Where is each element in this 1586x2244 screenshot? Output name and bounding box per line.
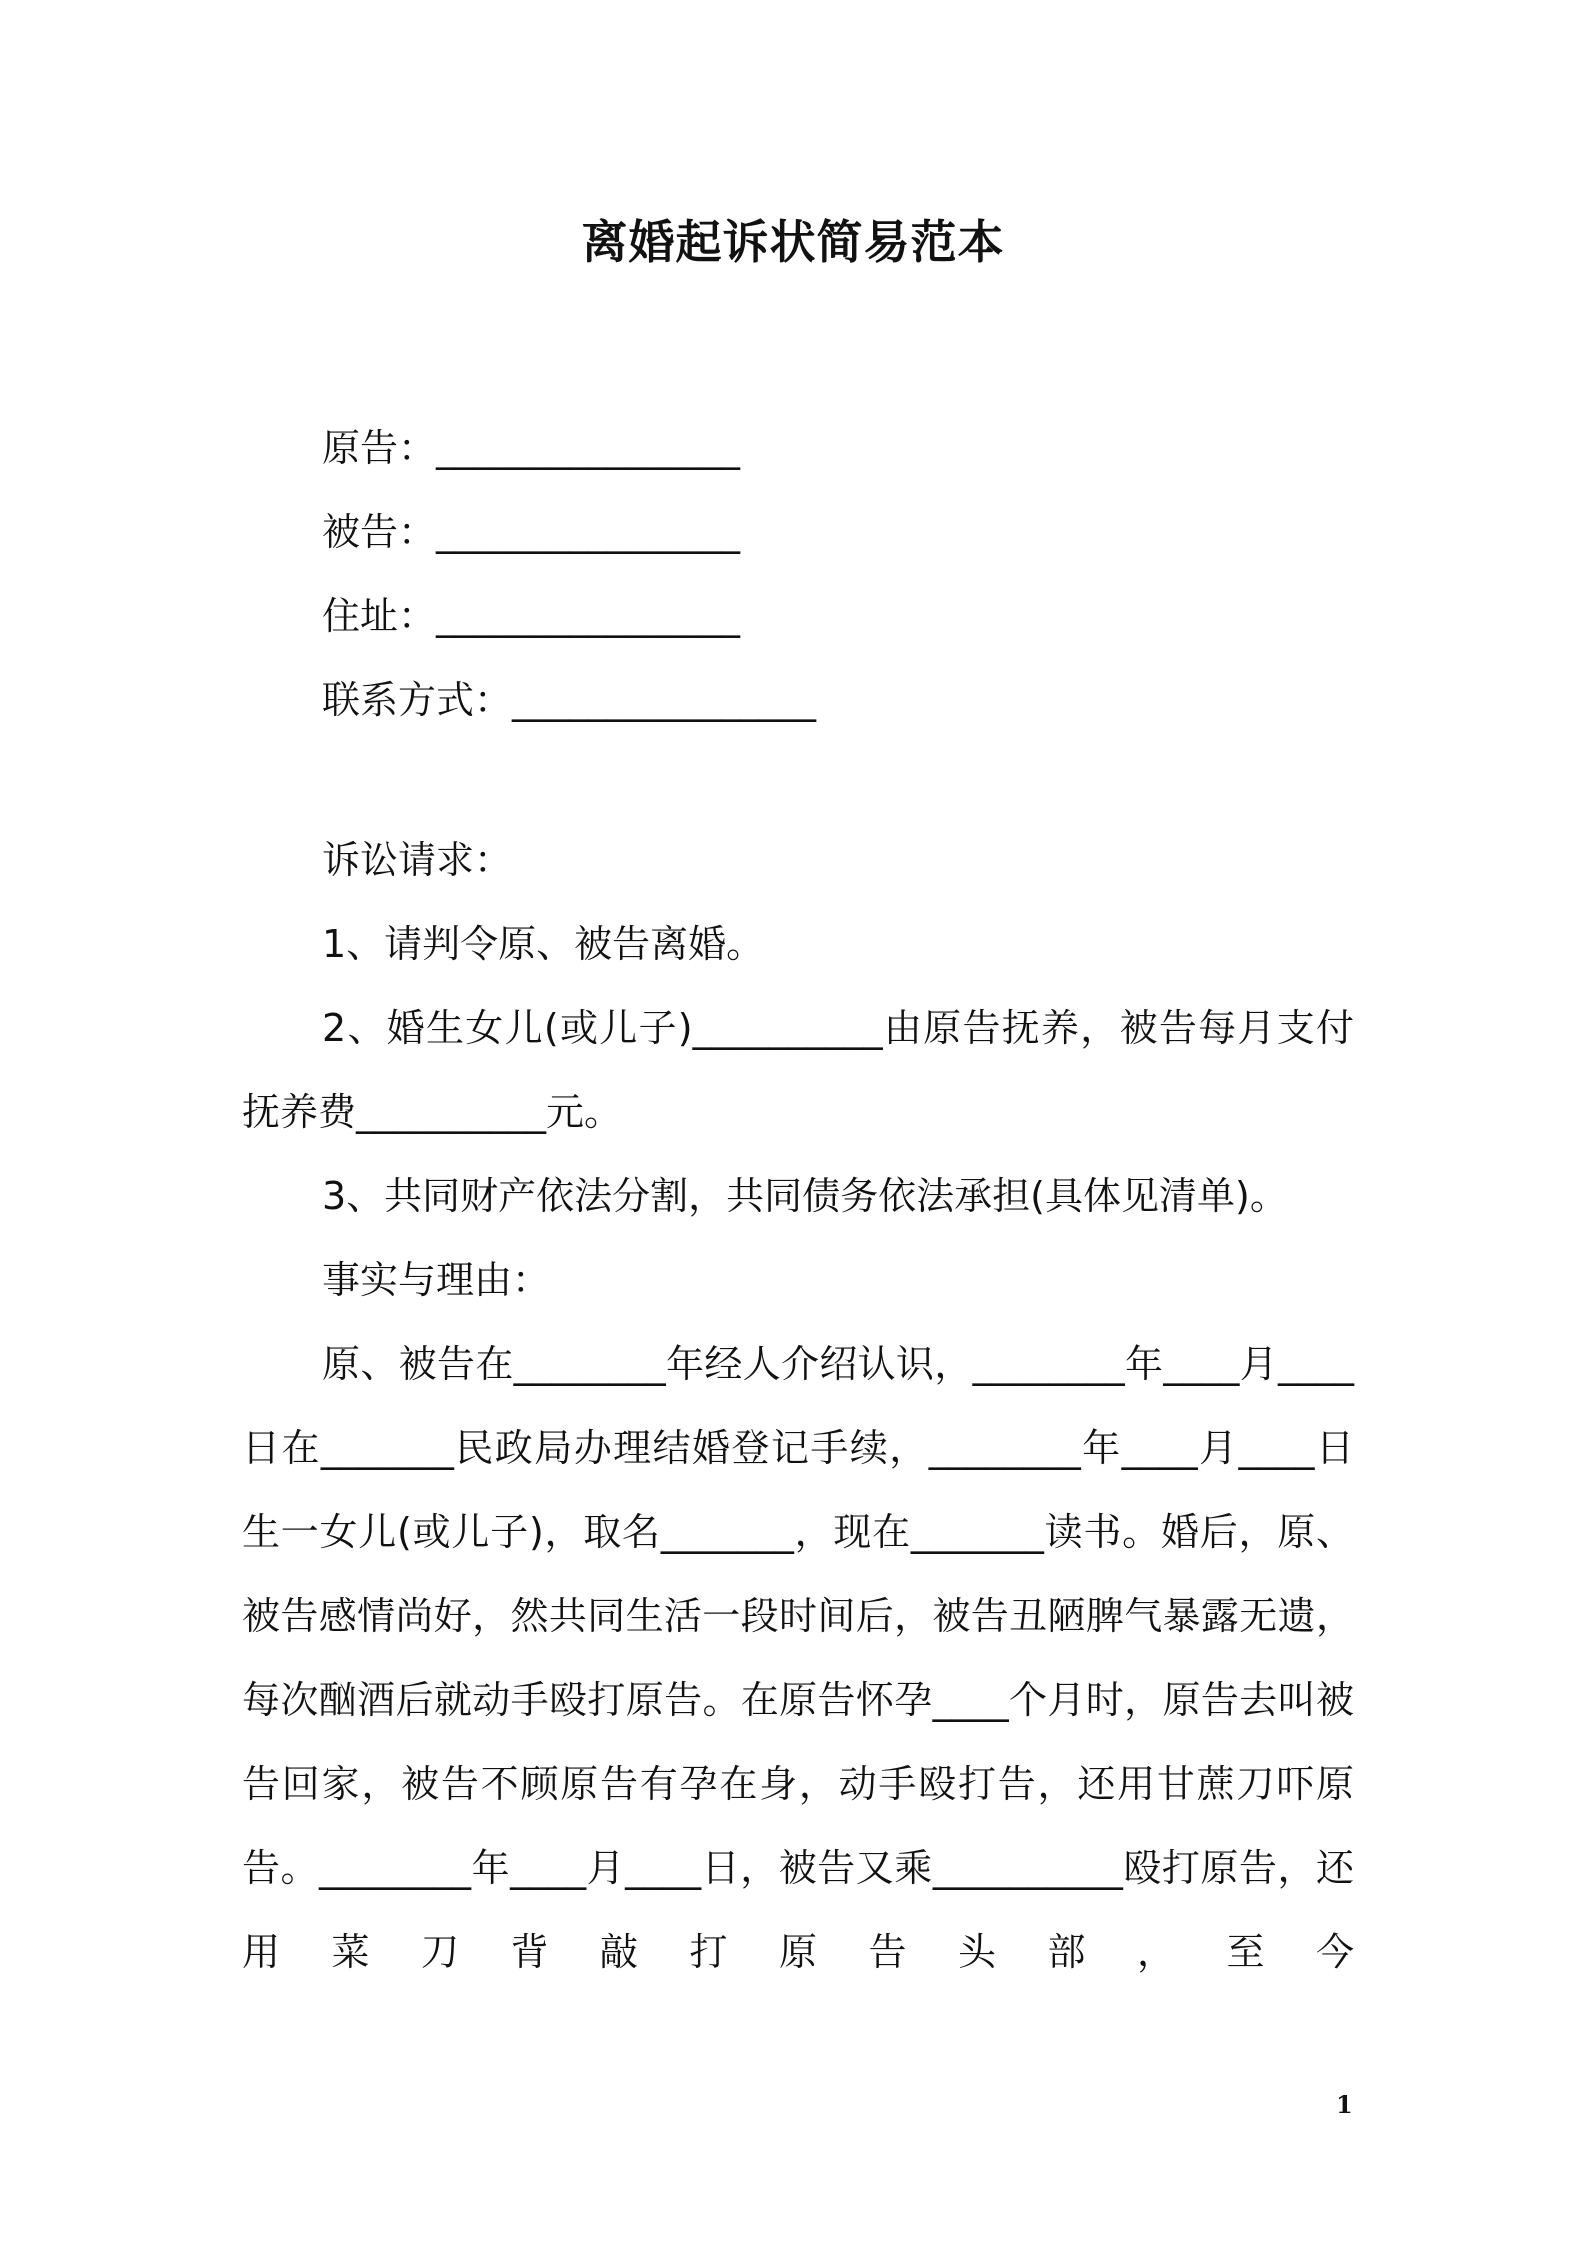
document-body [242, 818, 1354, 1994]
claim-item-2: 2、婚生女儿(或儿子)__________由原告抚养，被告每月支付抚养费__________元。 [242, 1006, 1354, 1134]
facts-paragraph: 原、被告在________年经人介绍认识，________年____月____日在_______民政局办理结婚登记手续，________年____月____日生一女儿(或儿子)，取名_______，现在_______读书。婚后，原、被告感情尚好，然共同生活一段时间后，被告丑陋脾气暴露无遗，每次酗酒后就动手殴打原告。在原告怀孕____个月时，原告去叫被告回家，被告不顾原告有孕在身，动手殴打告，还用甘蔗刀吓原告。________年____月____日，被告又乘__________殴打原告，还用菜刀背敲打原告头部，至今 [242, 1342, 1354, 1974]
contact-field: 联系方式：________________ [322, 678, 817, 722]
party-info-fields [322, 406, 1422, 742]
claims-heading: 诉讼请求： [322, 838, 513, 882]
address-field: 住址：________________ [322, 594, 741, 638]
defendant-field: 被告：________________ [322, 510, 741, 554]
claim-item-1: 1、请判令原、被告离婚。 [322, 922, 765, 966]
claim-item-3: 3、共同财产依法分割，共同债务依法承担(具体见清单)。 [322, 1174, 1288, 1218]
document-title: 离婚起诉状简易范本 [581, 215, 1005, 269]
page-number: 1 [1336, 2090, 1353, 2119]
plaintiff-field: 原告：________________ [322, 426, 741, 470]
facts-heading: 事实与理由： [322, 1258, 551, 1302]
